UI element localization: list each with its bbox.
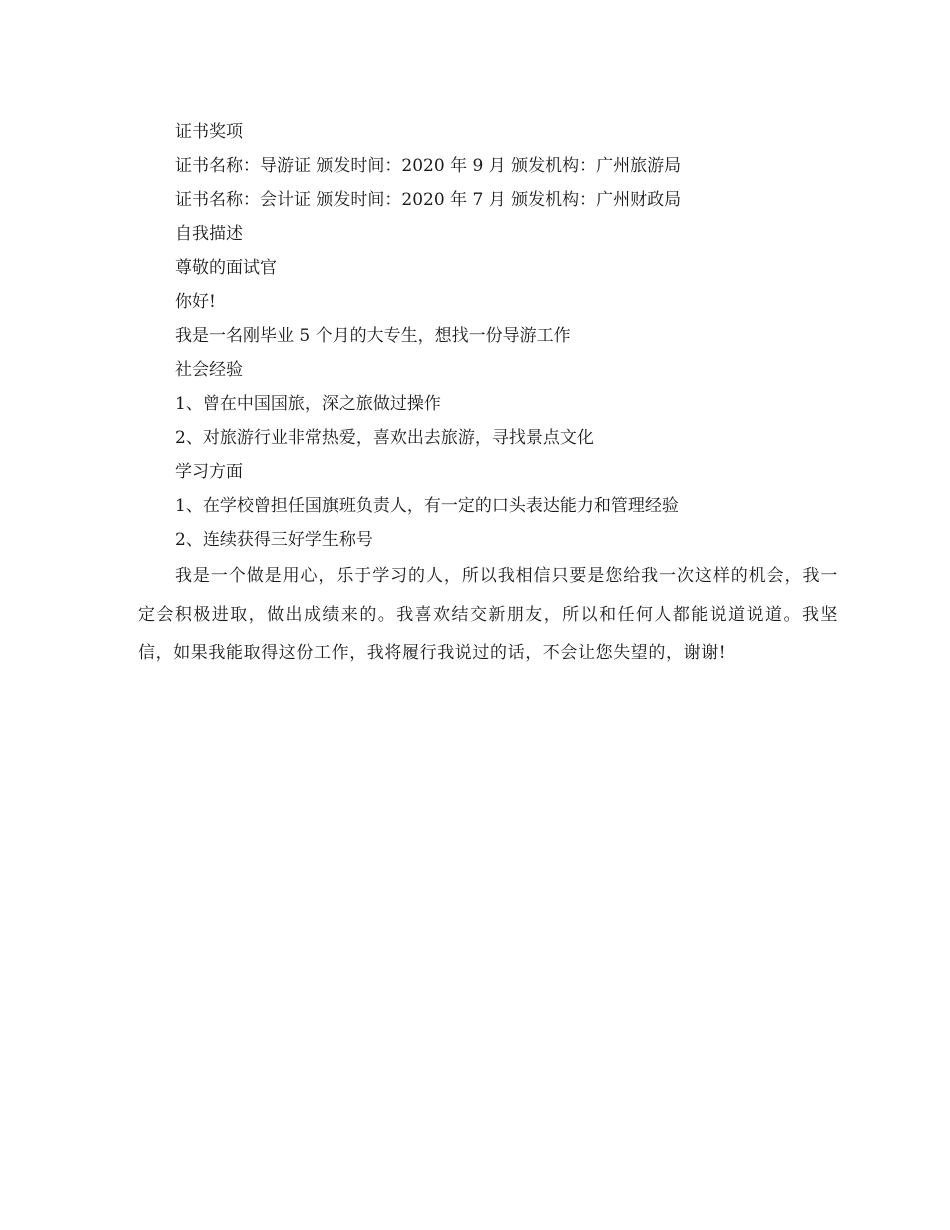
section-heading-social-experience: 社会经验 (175, 360, 243, 380)
certificate-entry: 证书名称：会计证 颁发时间：2020 年 7 月 颁发机构：广州财政局 (175, 190, 682, 210)
closing-paragraph: 我是一个做是用心，乐于学习的人，所以我相信只要是您给我一次这样的机会，我一定会积极进取，做出成绩来的。我喜欢结交新朋友，所以和任何人都能说道说道。我坚信，如果我能取得这份工作，我将履行我说过的话，不会让您失望的，谢谢! (138, 566, 838, 663)
section-heading-self-description: 自我描述 (175, 224, 243, 244)
list-item: 2、连续获得三好学生称号 (175, 530, 373, 550)
section-heading-certificates: 证书奖项 (175, 122, 243, 142)
certificate-entry: 证书名称：导游证 颁发时间：2020 年 9 月 颁发机构：广州旅游局 (175, 156, 682, 176)
document-body (138, 115, 838, 690)
list-item: 2、对旅游行业非常热爱，喜欢出去旅游，寻找景点文化 (175, 428, 594, 448)
list-item: 1、在学校曾担任国旗班负责人，有一定的口头表达能力和管理经验 (175, 496, 679, 516)
intro-line: 我是一名刚毕业 5 个月的大专生，想找一份导游工作 (175, 326, 571, 346)
greeting: 你好! (175, 292, 216, 312)
list-item: 1、曾在中国国旅，深之旅做过操作 (175, 394, 441, 414)
salutation: 尊敬的面试官 (175, 258, 277, 278)
section-heading-study: 学习方面 (175, 462, 243, 482)
